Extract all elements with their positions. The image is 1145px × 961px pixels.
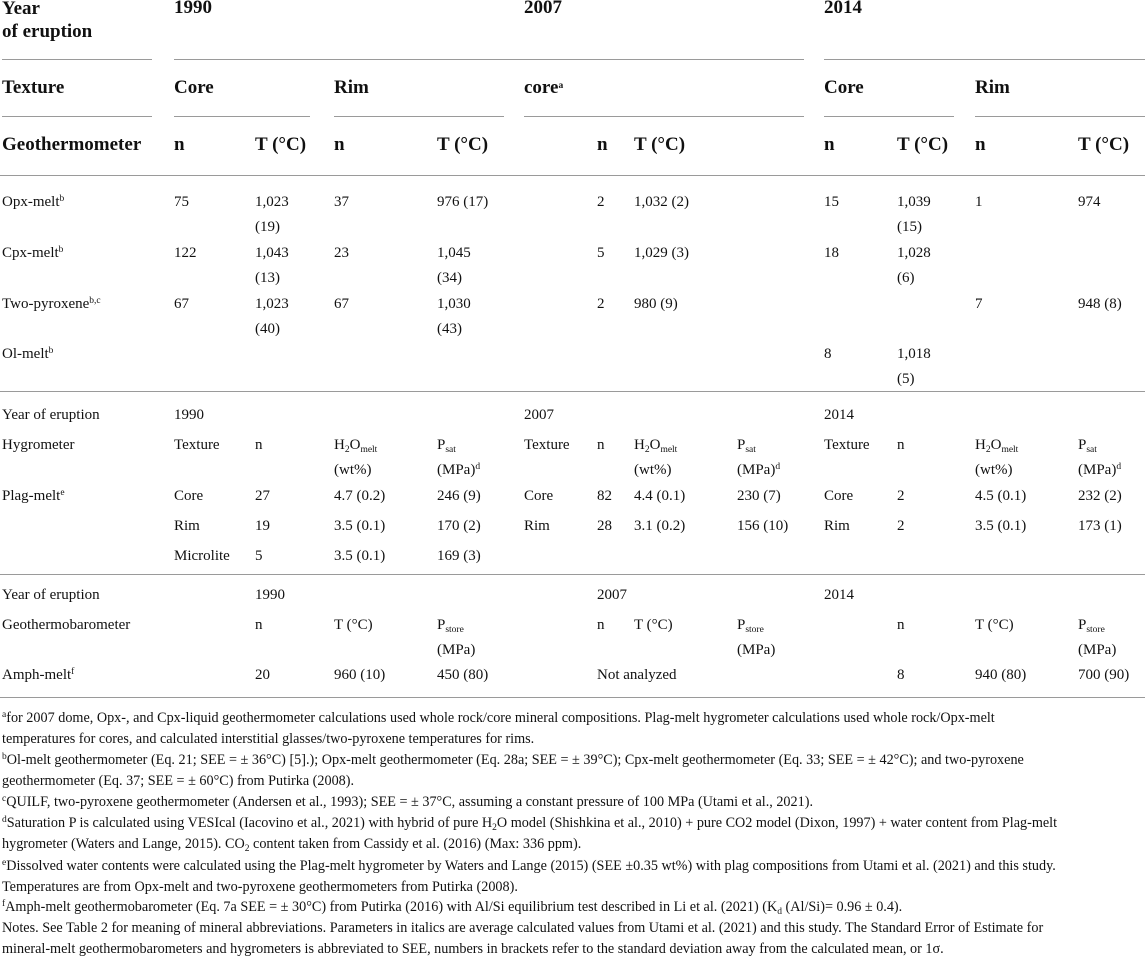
- t-header: T (°C): [255, 134, 307, 155]
- table-cell: Rim: [824, 518, 850, 534]
- hygro-texture-label: Texture: [824, 437, 870, 453]
- table-cell: 700 (90): [1078, 667, 1130, 683]
- h2o-melt-label: $H_2O_{melt}$ (wt%): [334, 437, 378, 478]
- header-rule: [174, 59, 804, 60]
- table-cell: 450 (80): [437, 667, 489, 683]
- texture-core-2007: core$^a$: [524, 77, 564, 98]
- table-cell: 1,023 (40): [255, 296, 289, 337]
- hygro-texture-label: Texture: [524, 437, 570, 453]
- table-cell: 37: [334, 194, 349, 210]
- table-cell: 27: [255, 488, 270, 504]
- footnote-a: $^a$for 2007 dome, Opx-, and Cpx-liquid geothermometer calculations used whole rock/core mineral compositions. Plag-melt hygrometer calculations used whole rock/Opx-melt temperatures for cores, and calculated interstitial glasses/two-pyroxene temperatures for rims.: [2, 710, 995, 747]
- section-rule: [0, 574, 1145, 575]
- t-header: T (°C): [1078, 134, 1130, 155]
- pstore-label: $P_{store}$ (MPa): [737, 617, 776, 658]
- table-cell: 1,039 (15): [897, 194, 931, 235]
- hygro-year-2007: 2007: [524, 407, 554, 423]
- header-rule: [2, 116, 152, 117]
- table-cell: Core: [824, 488, 854, 504]
- texture-rim-1990: Rim: [334, 77, 369, 98]
- table-cell: 3.5 (0.1): [334, 548, 386, 564]
- table-cell: Microlite: [174, 548, 230, 564]
- table-cell: 1,032 (2): [634, 194, 689, 210]
- texture-rim-2014: Rim: [975, 77, 1010, 98]
- texture-core-1990: Core: [174, 77, 214, 98]
- table-cell: 67: [334, 296, 349, 312]
- h2o-melt-label: $H_2O_{melt}$ (wt%): [975, 437, 1019, 478]
- table-cell: Rim: [174, 518, 200, 534]
- footnote-e: $^e$Dissolved water contents were calculated using the Plag-melt hygrometer by Waters and Lange (2015) (SEE ±0.35 wt%) with plag compositions from Utami et al. (2021) and this study. Temperatures are from Opx-melt and two-pyroxene geothermometers from Putirka (2008).: [2, 858, 1056, 895]
- baro-t-label: T (°C): [975, 617, 1014, 633]
- header-rule: [2, 59, 152, 60]
- table-cell: 4.7 (0.2): [334, 488, 386, 504]
- table-cell: 3.5 (0.1): [334, 518, 386, 534]
- table-cell: 1,029 (3): [634, 245, 689, 261]
- row-label-amph-melt: Amph-melt$^f$: [2, 667, 75, 683]
- hygro-year-1990: 1990: [174, 407, 204, 423]
- footnote-c: $^c$QUILF, two-pyroxene geothermometer (Andersen et al., 1993); SEE = ± 37°C, assuming a constant pressure of 100 MPa (Utami et al., 2021).: [2, 794, 813, 810]
- hygro-year-2014: 2014: [824, 407, 854, 423]
- header-rule: [824, 116, 954, 117]
- year-of-eruption-header: Year of eruption: [2, 0, 93, 42]
- geothermobarometer-label: Geothermobarometer: [2, 617, 131, 633]
- table-cell: 230 (7): [737, 488, 781, 504]
- n-header: n: [174, 134, 185, 155]
- baro-n-label: n: [597, 617, 605, 633]
- table-cell: 2: [597, 296, 605, 312]
- t-header: T (°C): [437, 134, 489, 155]
- table-cell: 3.5 (0.1): [975, 518, 1027, 534]
- geothermometer-header: Geothermometer: [2, 134, 142, 155]
- row-label-two-pyroxene: Two-pyroxene$^{b,c}$: [2, 296, 101, 312]
- table-cell: 75: [174, 194, 189, 210]
- table-cell: 1,045 (34): [437, 245, 471, 286]
- table-cell: 169 (3): [437, 548, 481, 564]
- table-cell: 4.5 (0.1): [975, 488, 1027, 504]
- table-cell: 976 (17): [437, 194, 489, 210]
- table-cell: 980 (9): [634, 296, 678, 312]
- footnote-b: $^b$Ol-melt geothermometer (Eq. 21; SEE = ± 36°C) [5].); Opx-melt geothermometer (Eq. 28a; SEE = ± 39°C); Cpx-melt geothermometer (Eq. 33; SEE = ± 42°C); and two-pyroxene geothermometer (Eq. 37; SEE = ± 60°C) from Putirka (2008).: [2, 752, 1024, 789]
- header-rule: [334, 116, 504, 117]
- n-header: n: [975, 134, 986, 155]
- table-cell: Core: [174, 488, 204, 504]
- table-cell: 170 (2): [437, 518, 481, 534]
- texture-header: Texture: [2, 77, 65, 98]
- table-cell: 5: [255, 548, 263, 564]
- hygro-n-label: n: [897, 437, 905, 453]
- table-cell: Not analyzed: [597, 667, 677, 683]
- header-rule: [975, 116, 1145, 117]
- footnote-d: $^d$Saturation P is calculated using VESIcal (Iacovino et al., 2021) with hybrid of pure $H_2O$ model (Shishkina et al., 2010) + pure CO2 model (Dixon, 1997) + water content from Plag-melt hygrometer (Waters and Lange, 2015). $CO_2$ content taken from Cassidy et al. (2016) (Max: 336 ppm).: [2, 815, 1058, 854]
- table-cell: 19: [255, 518, 270, 534]
- baro-n-label: n: [897, 617, 905, 633]
- n-header: n: [334, 134, 345, 155]
- year-1990-header: 1990: [174, 0, 212, 18]
- hygro-texture-label: Texture: [174, 437, 220, 453]
- year-2014-header: 2014: [824, 0, 862, 18]
- table-cell: 974: [1078, 194, 1101, 210]
- table-cell: 2: [897, 488, 905, 504]
- table-cell: 1: [975, 194, 983, 210]
- n-header: n: [597, 134, 608, 155]
- table-cell: 8: [824, 346, 832, 362]
- n-header: n: [824, 134, 835, 155]
- footnote-f: $^f$Amph-melt geothermobarometer (Eq. 7a SEE = ± 30°C) from Putirka (2016) with Al/Si equilibrium test described in Li et al. (2021) ($K_d$ (Al/Si)= 0.96 ± 0.4).: [2, 899, 903, 917]
- row-label-plag-melt: Plag-melt$^e$: [2, 488, 65, 504]
- psat-label: $P_{sat}$ (MPa)$^d$: [1078, 437, 1122, 478]
- baro-year-2014: 2014: [824, 587, 854, 603]
- table-cell: Core: [524, 488, 554, 504]
- table-cell: 28: [597, 518, 612, 534]
- psat-label: $P_{sat}$ (MPa)$^d$: [737, 437, 781, 478]
- table-cell: Rim: [524, 518, 550, 534]
- table-cell: 232 (2): [1078, 488, 1122, 504]
- baro-t-label: T (°C): [334, 617, 373, 633]
- year-2007-header: 2007: [524, 0, 562, 18]
- table-cell: 67: [174, 296, 189, 312]
- baro-year-2007: 2007: [597, 587, 627, 603]
- table-cell: 156 (10): [737, 518, 789, 534]
- table-cell: 7: [975, 296, 983, 312]
- table-cell: 18: [824, 245, 839, 261]
- table-cell: 5: [597, 245, 605, 261]
- table-cell: 20: [255, 667, 270, 683]
- row-label-cpx-melt: Cpx-melt$^b$: [2, 245, 64, 261]
- table-cell: 122: [174, 245, 197, 261]
- row-label-ol-melt: Ol-melt$^b$: [2, 346, 54, 362]
- header-rule: [174, 116, 310, 117]
- table-cell: 82: [597, 488, 612, 504]
- baro-t-label: T (°C): [634, 617, 673, 633]
- table-cell: 173 (1): [1078, 518, 1122, 534]
- hygro-n-label: n: [597, 437, 605, 453]
- table-cell: 4.4 (0.1): [634, 488, 686, 504]
- table-cell: 1,018 (5): [897, 346, 931, 387]
- table-cell: 15: [824, 194, 839, 210]
- section-rule: [0, 175, 1145, 176]
- hygro-n-label: n: [255, 437, 263, 453]
- baro-year-label: Year of eruption: [2, 587, 100, 603]
- baro-n-label: n: [255, 617, 263, 633]
- table-cell: 1,023 (19): [255, 194, 289, 235]
- table-cell: 23: [334, 245, 349, 261]
- table-cell: 1,028 (6): [897, 245, 931, 286]
- psat-label: $P_{sat}$ (MPa)$^d$: [437, 437, 481, 478]
- table-cell: 3.1 (0.2): [634, 518, 686, 534]
- header-rule: [824, 59, 1145, 60]
- hygro-year-label: Year of eruption: [2, 407, 100, 423]
- t-header: T (°C): [897, 134, 949, 155]
- section-rule: [0, 697, 1145, 698]
- table-cell: 2: [597, 194, 605, 210]
- baro-year-1990: 1990: [255, 587, 285, 603]
- table-cell: 1,030 (43): [437, 296, 471, 337]
- table-notes: Notes. See Table 2 for meaning of mineral abbreviations. Parameters in italics are average calculated values from Utami et al. (2021) and this study. The Standard Error of Estimate for mineral-melt geothermobarometers and hygrometers is abbreviated to SEE, numbers in brackets refer to the standard deviation away from the calculated mean, or 1σ.: [2, 920, 1044, 957]
- t-header: T (°C): [634, 134, 686, 155]
- table-cell: 948 (8): [1078, 296, 1122, 312]
- h2o-melt-label: $H_2O_{melt}$ (wt%): [634, 437, 678, 478]
- table-cell: 2: [897, 518, 905, 534]
- table-cell: 940 (80): [975, 667, 1027, 683]
- table-cell: 246 (9): [437, 488, 481, 504]
- table-cell: 8: [897, 667, 905, 683]
- table-cell: 960 (10): [334, 667, 386, 683]
- table-cell: 1,043 (13): [255, 245, 289, 286]
- header-rule: [524, 116, 804, 117]
- pstore-label: $P_{store}$ (MPa): [437, 617, 476, 658]
- pstore-label: $P_{store}$ (MPa): [1078, 617, 1117, 658]
- hygrometer-label: Hygrometer: [2, 437, 75, 453]
- section-rule: [0, 391, 1145, 392]
- row-label-opx-melt: Opx-melt$^b$: [2, 194, 65, 210]
- texture-core-2014: Core: [824, 77, 864, 98]
